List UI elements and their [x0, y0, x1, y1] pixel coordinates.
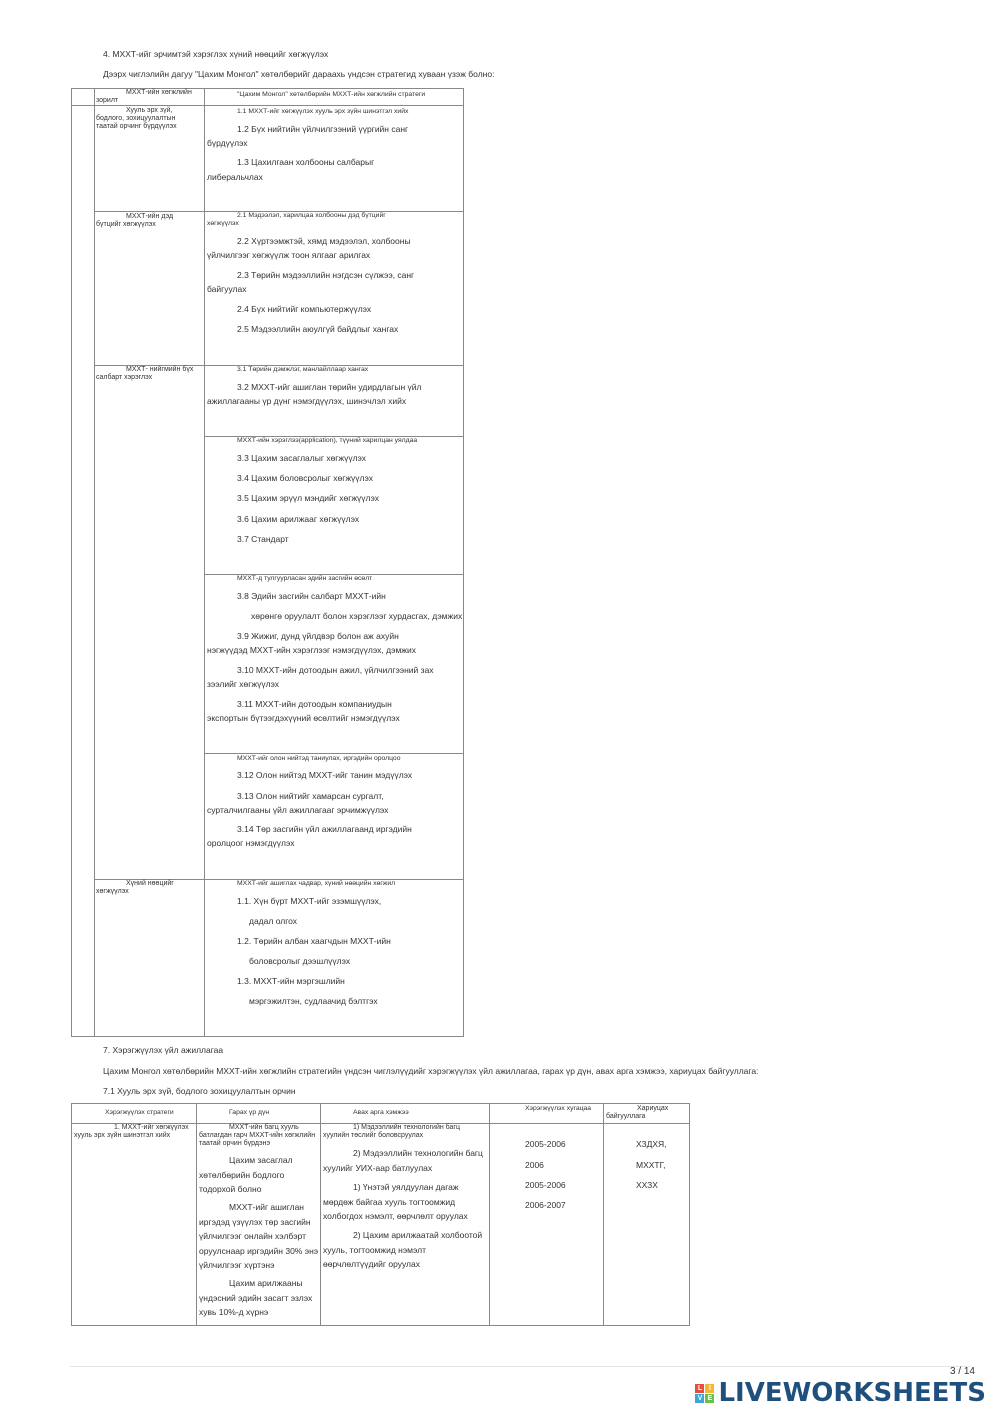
result-online-services: МХХТ-ийг ашиглан иргэдэд үзүүлэх төр засгийн үйлчилгээг онлайн хэлбэрт оруулснаар иргэдийн 30% энэ үйлчилгээг хүртэнэ	[199, 1202, 319, 1270]
section-7-intro: Цахим Монгол хөтөлбөрийн МХХТ-ийн хөгжлийн стратегийн үндсэн чиглэлүүдийг хэрэгжүүлэх үйл ажиллагаа, гарах үр дүн, авах арга хэмжээ, хариуцах байгууллага:	[103, 1066, 759, 1076]
footer-divider	[70, 1366, 970, 1367]
header-timeline: Хэрэгжүүлэх хугацаа	[525, 1105, 592, 1112]
goal-infrastructure: МХХТ-ийн дэд бүтцийг хөгжүүлэх	[96, 213, 174, 228]
hr-1-3-cont: мэргэжилтэн, судлаачид бэлтгэх	[249, 996, 378, 1006]
liveworksheets-logo[interactable]	[695, 1378, 986, 1408]
application-header: МХХТ-ийн хэрэглээ(application), түүний харилцан уялдаа	[237, 437, 418, 444]
strategy-3-14: 3.14 Төр засгийн үйл ажиллагаанд иргэдийн	[237, 824, 412, 834]
action-amend-laws: 1) Үнэтэй уялдуулан дагаж мөрдөж байгаа хууль тогтоомжид холбогдох нэмэлт, өөрчлөлт оруулах	[323, 1182, 468, 1221]
strategy-3-3: 3.3 Цахим засаглалыг хөгжүүлэх	[237, 453, 367, 463]
strategy-2-1-cont: хөгжүүлэх	[207, 220, 239, 227]
strategy-3-6: 3.6 Цахим арилжааг хөгжүүлэх	[237, 514, 360, 524]
strategy-3-12: 3.12 Олон нийтэд МХХТ-ийг танин мэдүүлэх	[237, 770, 413, 780]
strategy-intro: Дээрх чиглэлийн дагуу "Цахим Монгол" хөтөлбөрийг дараахь үндсэн стратегид хуваан үзэж болно:	[103, 69, 495, 79]
strategy-3-4: 3.4 Цахим боловсролыг хөгжүүлэх	[237, 473, 373, 483]
timeline-3: 2005-2006	[525, 1180, 566, 1190]
strategy-1-2-cont: бүрдүүлэх	[207, 138, 248, 148]
page-number: 3 / 14	[949, 1366, 975, 1377]
result-e-governance: Цахим засаглал хөтөлбөрийн бодлого тодорхой болно	[199, 1155, 293, 1194]
action-draft-law: 1) Мэдээллийн технологийн багц хуулийн төслийг боловсруулах	[323, 1124, 460, 1139]
strategy-3-2-cont: ажиллагааны үр дүнг нэмэгдүүлэх, шинэчлэл хийх	[207, 396, 407, 406]
header-result: Гарах үр дүн	[229, 1109, 270, 1116]
strategy-3-2: 3.2 МХХТ-ийг ашиглан төрийн удирдлагын үйл	[237, 382, 422, 392]
strategy-3-9: 3.9 Жижиг, дунд үйлдвэр болон аж ахуйн	[237, 631, 399, 641]
section-7-1-title: 7.1 Хууль эрх зүй, бодлого зохицуулалтын орчин	[103, 1086, 296, 1096]
strategy-legal-reform: 1. МХХТ-ийг хөгжүүлэх хууль эрх зүйн шинэтгэл хийх	[74, 1124, 189, 1139]
strategy-3-5: 3.5 Цахим эрүүл мэндийг хөгжүүлэх	[237, 493, 379, 503]
strategy-1-2: 1.2 Бүх нийтийн үйлчилгээний үүргийн санг	[237, 124, 409, 134]
strategy-1-1: 1.1 МХХТ-ийг хөгжүүлэх хууль эрх зүйн шинэтгэл хийх	[237, 108, 409, 115]
action-approve-law: 2) Мэдээллийн технологийн багц хуулийг УИХ-аар батлуулах	[323, 1148, 483, 1173]
header-organization: Хариуцах байгууллага	[606, 1105, 669, 1120]
section-7-title: 7. Хэрэгжүүлэх үйл ажиллагаа	[103, 1045, 224, 1055]
logo-mark-icon: L I V E	[695, 1384, 714, 1403]
organization-2: МХХТГ,	[636, 1160, 666, 1170]
public-header: МХХТ-ийг олон нийтэд таниулах, иргэдийн оролцоо	[237, 755, 401, 762]
strategy-2-1: 2.1 Мэдээлэл, харилцаа холбооны дэд бүтцийг	[237, 212, 386, 219]
strategy-3-11-cont: экспортын бүтээгдэхүүний өсөлтийг нэмэгдүүлэх	[207, 713, 400, 723]
economy-header: МХХТ-д тулгуурласан эдийн засгийн өсөлт	[237, 575, 373, 582]
strategy-3-9-cont: нэгжүүдэд МХХТ-ийн хэрэглээг нэмэгдүүлэх, дэмжих	[207, 645, 416, 655]
result-package-law: МХХТ-ийн багц хууль батлагдан гарч МХХТ-ийн хөгжлийн таатай орчин бүрдэнэ	[199, 1124, 316, 1147]
goal-legal: Хууль эрх зүй, бодлого, зохицуулалтын таатай орчинг бүрдүүлэх	[96, 107, 177, 130]
strategy-3-8-cont: хөрөнгө оруулалт болон хэрэглээг хурдасгах, дэмжих	[251, 611, 463, 621]
timeline-1: 2005-2006	[525, 1139, 566, 1149]
strategy-1-3: 1.3 Цахилгаан холбооны салбарыг	[237, 157, 375, 167]
strategy-3-11: 3.11 МХХТ-ийн дотоодын компаниудын	[237, 699, 392, 709]
section-4-title: 4. МХХТ-ийг эрчимтэй хэрэглэх хүний нөөцийг хөгжүүлэх	[103, 49, 329, 59]
goal-column-header: МХХТ-ийн хөгжлийн зорилт	[96, 89, 192, 104]
organization-1: ХЗДХЯ,	[636, 1139, 667, 1149]
strategy-3-8: 3.8 Эдийн засгийн салбарт МХХТ-ийн	[237, 591, 386, 601]
hr-1-2: 1.2. Төрийн албан хаагчдын МХХТ-ийн	[237, 936, 391, 946]
result-e-commerce: Цахим арилжааны үндэсний эдийн засагт эзлэх хувь 10%-д хүрнэ	[199, 1278, 313, 1317]
strategy-2-4: 2.4 Бүх нийтийг компьютержүүлэх	[237, 304, 372, 314]
strategy-3-13: 3.13 Олон нийтийг хамарсан сургалт,	[237, 791, 384, 801]
strategy-3-10: 3.10 МХХТ-ийн дотоодын ажил, үйлчилгээний зах	[237, 665, 434, 675]
goal-applications: МХХТ- нийгмийн бүх салбарт хэрэглэх	[96, 366, 194, 381]
timeline-2: 2006	[525, 1160, 544, 1170]
strategy-2-3-cont: байгуулах	[207, 284, 247, 294]
strategy-column-header: "Цахим Монгол" хөтөлбөрийн МХХТ-ийн хөгжлийн стратеги	[237, 91, 426, 98]
hr-header: МХХТ-ийг ашиглах чадвар, хүний нөөцийн хөгжил	[237, 880, 396, 887]
logo-text: LIVEWORKSHEETS	[718, 1378, 986, 1408]
timeline-4: 2006-2007	[525, 1200, 566, 1210]
strategy-3-14-cont: оролцоог нэмэгдүүлэх	[207, 838, 295, 848]
hr-1-3: 1.3. МХХТ-ийн мэргэшлийн	[237, 976, 345, 986]
strategy-3-10-cont: зээлийг хөгжүүлэх	[207, 679, 280, 689]
hr-1-1-cont: дадал олгох	[249, 916, 297, 926]
strategy-1-3-cont: либеральчлах	[207, 172, 263, 182]
strategy-2-2-cont: үйлчилгээг хөгжүүлж тоон ялгааг арилгах	[207, 250, 371, 260]
strategy-3-1: 3.1 Төрийн дэмжлэг, манлайллаар хангах	[237, 366, 369, 373]
strategy-3-7: 3.7 Стандарт	[237, 534, 289, 544]
strategy-2-5: 2.5 Мэдээллийн аюулгүй байдлыг хангах	[237, 324, 399, 334]
hr-1-2-cont: боловсролыг дээшлүүлэх	[249, 956, 351, 966]
organization-3: ХХЗХ	[636, 1180, 658, 1190]
strategy-3-13-cont: сурталчилгааны үйл ажиллагааг эрчимжүүлэх	[207, 805, 389, 815]
strategy-2-3: 2.3 Төрийн мэдээллийн нэгдсэн сүлжээ, санг	[237, 270, 415, 280]
action-e-commerce-laws: 2) Цахим арилжаатай холбоотой хууль, тогтоомжид нэмэлт өөрчлөлтүүдийг оруулах	[323, 1230, 483, 1269]
header-action: Авах арга хэмжээ	[353, 1109, 409, 1116]
hr-1-1: 1.1. Хүн бүрт МХХТ-ийг эзэмшүүлэх,	[237, 896, 382, 906]
header-strategy: Хэрэгжүүлэх стратеги	[105, 1109, 174, 1116]
strategy-2-2: 2.2 Хүртээмжтэй, хямд мэдээлэл, холбооны	[237, 236, 411, 246]
goal-human-resources: Хүний нөөцийг хөгжүүлэх	[96, 880, 174, 895]
